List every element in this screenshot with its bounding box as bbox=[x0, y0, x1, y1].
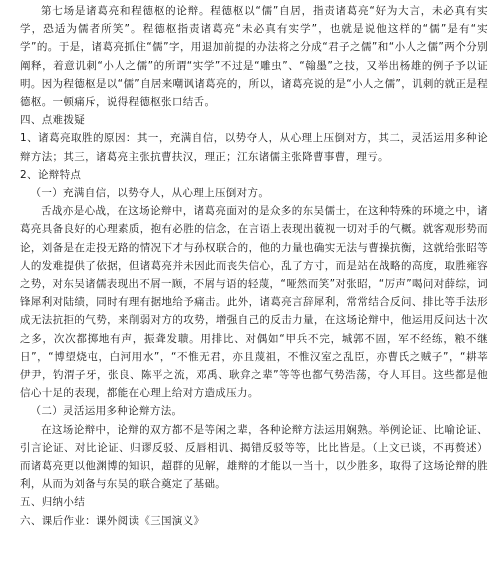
paragraph-features-title: 2、论辩特点 bbox=[20, 168, 82, 181]
heading-section-five: 五、归纳小结 bbox=[20, 496, 86, 509]
paragraph-debate-seven: 第七场是诸葛亮和程德枢的论辩。程德枢以“儒”自居，指责诸葛亮“好为大言，未必真有实学，恐适为儒者所笑”。程德枢指责诸葛亮“未必真有实学”，也就是说他这样的“儒”是有“实学”的。于是，诸葛亮抓住“儒”字，用退加前提的办法将之分成“君子之儒”和“小人之儒”两个分别阐释，着意讥刺“小人之儒”的所谓“实学”不过是“雕虫”、“翰墨”之技，又举出杨雄的例子予以证明。因为程德枢是以“儒”自居来嘲讽诸葛亮的，所以，诸葛亮说的是“小人之儒”，讥刺的就正是程德枢。一顿痛斥，说得程德枢张口结舌。 bbox=[20, 5, 488, 109]
subheading-methods: （二）灵活运用多种论辩方法。 bbox=[30, 405, 183, 418]
heading-section-four: 四、点难拨疑 bbox=[20, 114, 86, 127]
paragraph-methods-detail: 在这场论辩中，论辩的双方都不是等闲之辈，各种论辩方法运用娴熟。举例论证、比喻论证、引言论证、对比论证、归谬反驳、反唇相讥、揭错反驳等等，比比皆是。（上文已谈，不再赘述）而诸葛亮更以他渊博的知识，超群的见解，雄辩的才能以一当十，以少胜多，取得了这场论辩的胜利，从而为刘备与东吴的联合奠定了基础。 bbox=[20, 423, 488, 491]
heading-section-six: 六、课后作业：课外阅读《三国演义》 bbox=[20, 514, 205, 527]
paragraph-reasons: 1、诸葛亮取胜的原因：其一，充满自信，以势夺人，从心理上压倒对方，其二，灵活运用多种论辩方法；其三，诸葛亮主张抗曹扶汉，理正；江东诸儒主张降曹事曹，理亏。 bbox=[20, 132, 488, 163]
subheading-confidence: （一）充满自信，以势夺人，从心理上压倒对方。 bbox=[30, 187, 270, 200]
paragraph-confidence-detail: 舌战亦是心战，在这场论辩中，诸葛亮面对的是众多的东吴儒士，在这种特殊的环境之中，诸葛亮具备良好的心理素质，抱有必胜的信念，在言语上表现出藐视一切对手的气概。就客观形势而论，刘备是在走投无路的情况下才与孙权联合的，他的力量也确实无法与曹操抗衡，这就给张昭等人的发难提供了依据，但诸葛亮并未因此而丧失信心，乱了方寸，而是站在战略的高度，取胜雍容之势，对东吴诸儒表现出不屑一顾，不屑与语的轻蔑，“哑然而笑”对张昭，“厉声”喝问对薛综，词锋犀利对陆绩，同时有理有据地给予痛击。此外，诸葛亮言辞犀利，常常结合反问、排比等手法形成无法抗拒的气势，来削弱对方的攻势，增强自己的反击力量，在这场论辩中，他运用反问达十次之多，次次都掷地有声，振聋发聩。用排比、对偶如“甲兵不完，城郭不固，军不经练，粮不继日”，“博望烧屯，白河用水”，“不惟无君，亦且蔑祖，不惟汉室之乱臣，亦曹氏之贼子”，“耕莘伊尹，钓渭子牙，张良、陈平之流，邓禹、耿弇之辈”等等也都气势浩荡，夺人耳目。这些都是他信心十足的表现，都能在心理上给对方造成压力。 bbox=[20, 205, 488, 400]
document-page bbox=[20, 2, 488, 572]
